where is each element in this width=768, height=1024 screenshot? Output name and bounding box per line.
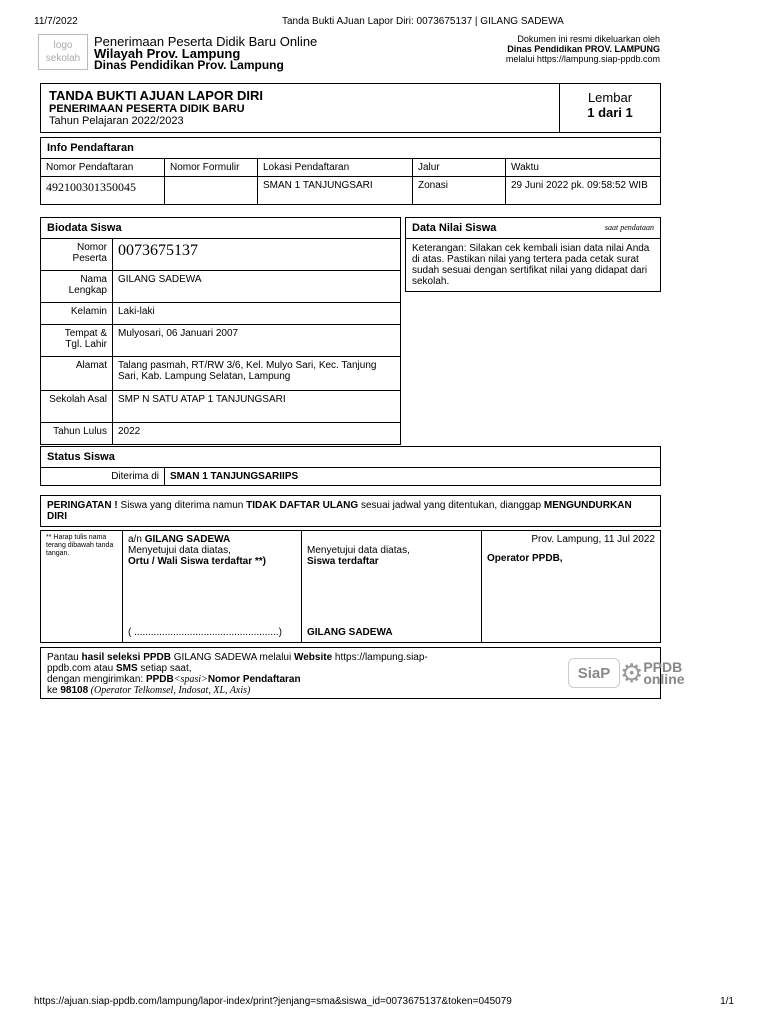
ttl-value: Mulyosari, 06 Januari 2007 [113, 325, 401, 357]
parent-name-line [128, 534, 296, 545]
biodata-title: Biodata Siswa [40, 217, 401, 238]
col-header: Nomor Formulir [165, 159, 258, 177]
footer-t1: Pantau [47, 652, 82, 663]
info-table [40, 158, 661, 205]
nomor-peserta-value: 0073675137 [113, 239, 401, 271]
alamat-value: Talang pasmah, RT/RW 3/6, Kel. Mulyo Sari, Kec. Tanjung Sari, Kab. Lampung Selatan, Lampung [113, 357, 401, 391]
jalur: Zonasi [413, 177, 506, 205]
print-date: 11/7/2022 [34, 16, 78, 27]
data-nilai-siswa [405, 217, 661, 292]
ppdb-logo-line-1: PPDB [643, 659, 683, 675]
sign-parent [123, 531, 302, 643]
ttl-label: Tempat & Tgl. Lahir [41, 325, 113, 357]
waktu: 29 Juni 2022 pk. 09:58:52 WIB [506, 177, 661, 205]
parent-student-name: GILANG SADEWA [144, 534, 231, 545]
nomor-pendaftaran: 492100301350045 [41, 177, 165, 205]
status-title: Status Siswa [40, 446, 661, 467]
nilai-body: Keterangan: Silakan cek kembali isian data nilai Anda di atas. Pastikan nilai yang tertera pada cetak surat sudah sesuai dengan sertifikat nilai yang didapat dari sekolah. [412, 243, 650, 287]
student-role: Siswa terdaftar [307, 556, 379, 567]
alamat-label: Alamat [41, 357, 113, 391]
title-box [40, 83, 560, 133]
sign-student [302, 531, 482, 643]
org-line-3: Dinas Pendidikan Prov. Lampung [94, 58, 284, 72]
footer-i1: <spasi> [173, 674, 208, 685]
col-header: Lokasi Pendaftaran [258, 159, 413, 177]
org-line-2: Wilayah Prov. Lampung [94, 46, 241, 61]
lulus-value: 2022 [113, 423, 401, 445]
note-line-3: melalui https://lampung.siap-ppdb.com [505, 54, 660, 64]
school-logo-placeholder: logo sekolah [38, 34, 88, 70]
ppdb-logo-text [643, 661, 684, 685]
col-header: Jalur [413, 159, 506, 177]
info-pendaftaran [40, 137, 661, 205]
footer-i2: (Operator Telkomsel, Indosat, XL, Axis) [88, 685, 251, 696]
org-line-1: Penerimaan Peserta Didik Baru Online [94, 34, 318, 49]
footer-t6: ke [47, 685, 61, 696]
ppdb-online-logo-icon [620, 656, 748, 690]
biodata-siswa [40, 217, 401, 445]
footer-b5: Nomor Pendaftaran [207, 674, 301, 685]
warning-bold-1: PERINGATAN ! [47, 500, 118, 511]
footer-b2: Website [293, 652, 333, 663]
biodata-table [40, 238, 401, 445]
note-line-2: Dinas Pendidikan PROV. LAMPUNG [507, 44, 660, 54]
sheet-label: Lembar [587, 90, 633, 105]
nama-label: Nama Lengkap [41, 271, 113, 303]
footer-t3: https://lampung.siap-ppdb.com atau [47, 652, 428, 674]
footer-t5: dengan mengirimkan: [47, 674, 146, 685]
nama-value: GILANG SADEWA [113, 271, 401, 303]
warning-text-1: Siswa yang diterima namun [117, 500, 247, 511]
warning-text-2: sesuai jadwal yang ditentukan, dianggap [358, 500, 544, 511]
academic-year: Tahun Pelajaran 2022/2023 [49, 115, 184, 127]
nomor-formulir [165, 177, 258, 205]
kelamin-label: Kelamin [41, 303, 113, 325]
page-number: 1/1 [720, 996, 734, 1007]
doc-title: TANDA BUKTI AJUAN LAPOR DIRI [49, 88, 264, 103]
warning-box [40, 495, 661, 527]
ppdb-logo-line-2: online [643, 671, 685, 687]
print-url: https://ajuan.siap-ppdb.com/lampung/lapor-index/print?jenjang=sma&siswa_id=0073675137&token=045079 [34, 996, 512, 1007]
siap-logo-icon: SiaP [568, 658, 620, 688]
sign-note: ** Harap tulis nama terang dibawah tanda tangan. [41, 531, 123, 643]
sign-operator [482, 531, 661, 643]
doc-subtitle: PENERIMAAN PESERTA DIDIK BARU [49, 103, 245, 115]
col-header: Waktu [506, 159, 661, 177]
nilai-subtitle: saat pendataan [604, 223, 654, 232]
warning-bold-2: TIDAK DAFTAR ULANG [246, 500, 359, 511]
nomor-peserta-label: Nomor Peserta [41, 239, 113, 271]
print-title: Tanda Bukti AJuan Lapor Diri: 0073675137 | GILANG SADEWA [282, 16, 564, 27]
operator-role: Operator PPDB, [487, 553, 563, 564]
warning-bold-3: MENGUNDURKAN DIRI [47, 500, 632, 522]
an-prefix: a/n [128, 534, 145, 545]
col-header: Nomor Pendaftaran [41, 159, 165, 177]
parent-role: Ortu / Wali Siswa terdaftar **) [128, 556, 266, 567]
signature-table [40, 530, 661, 643]
status-value: SMAN 1 TANJUNGSARIIPS [165, 468, 661, 486]
footer-b3: SMS [115, 663, 138, 674]
status-table [40, 467, 661, 486]
nilai-head [406, 218, 660, 239]
student-name: GILANG SADEWA [307, 627, 393, 638]
gear-icon: ⚙ [620, 657, 644, 688]
info-title: Info Pendaftaran [40, 137, 661, 158]
status-label: Diterima di [41, 468, 165, 486]
nilai-title: Data Nilai Siswa [412, 222, 497, 234]
footer-text [47, 652, 467, 696]
footer-t2: GILANG SADEWA melalui [170, 652, 294, 663]
parent-blank-name: ( ....................................................) [128, 627, 282, 638]
sekolah-label: Sekolah Asal [41, 391, 113, 423]
footer-t4: setiap saat, [137, 663, 192, 674]
lokasi-pendaftaran: SMAN 1 TANJUNGSARI [258, 177, 413, 205]
footer-b4: PPDB [145, 674, 174, 685]
parent-approve: Menyetujui data diatas, [128, 545, 231, 556]
note-line-1: Dokumen ini resmi dikeluarkan oleh [517, 34, 660, 44]
status-siswa [40, 446, 661, 486]
kelamin-value: Laki-laki [113, 303, 401, 325]
sekolah-value: SMP N SATU ATAP 1 TANJUNGSARI [113, 391, 401, 423]
sign-date: Prov. Lampung, 11 Jul 2022 [531, 534, 655, 545]
footer-b6: 98108 [60, 685, 89, 696]
lulus-label: Tahun Lulus [41, 423, 113, 445]
sheet-box [559, 83, 661, 133]
student-approve: Menyetujui data diatas, [307, 545, 410, 556]
footer-b1: hasil seleksi PPDB [81, 652, 171, 663]
sheet-value: 1 dari 1 [587, 105, 633, 120]
document-note [460, 34, 660, 64]
